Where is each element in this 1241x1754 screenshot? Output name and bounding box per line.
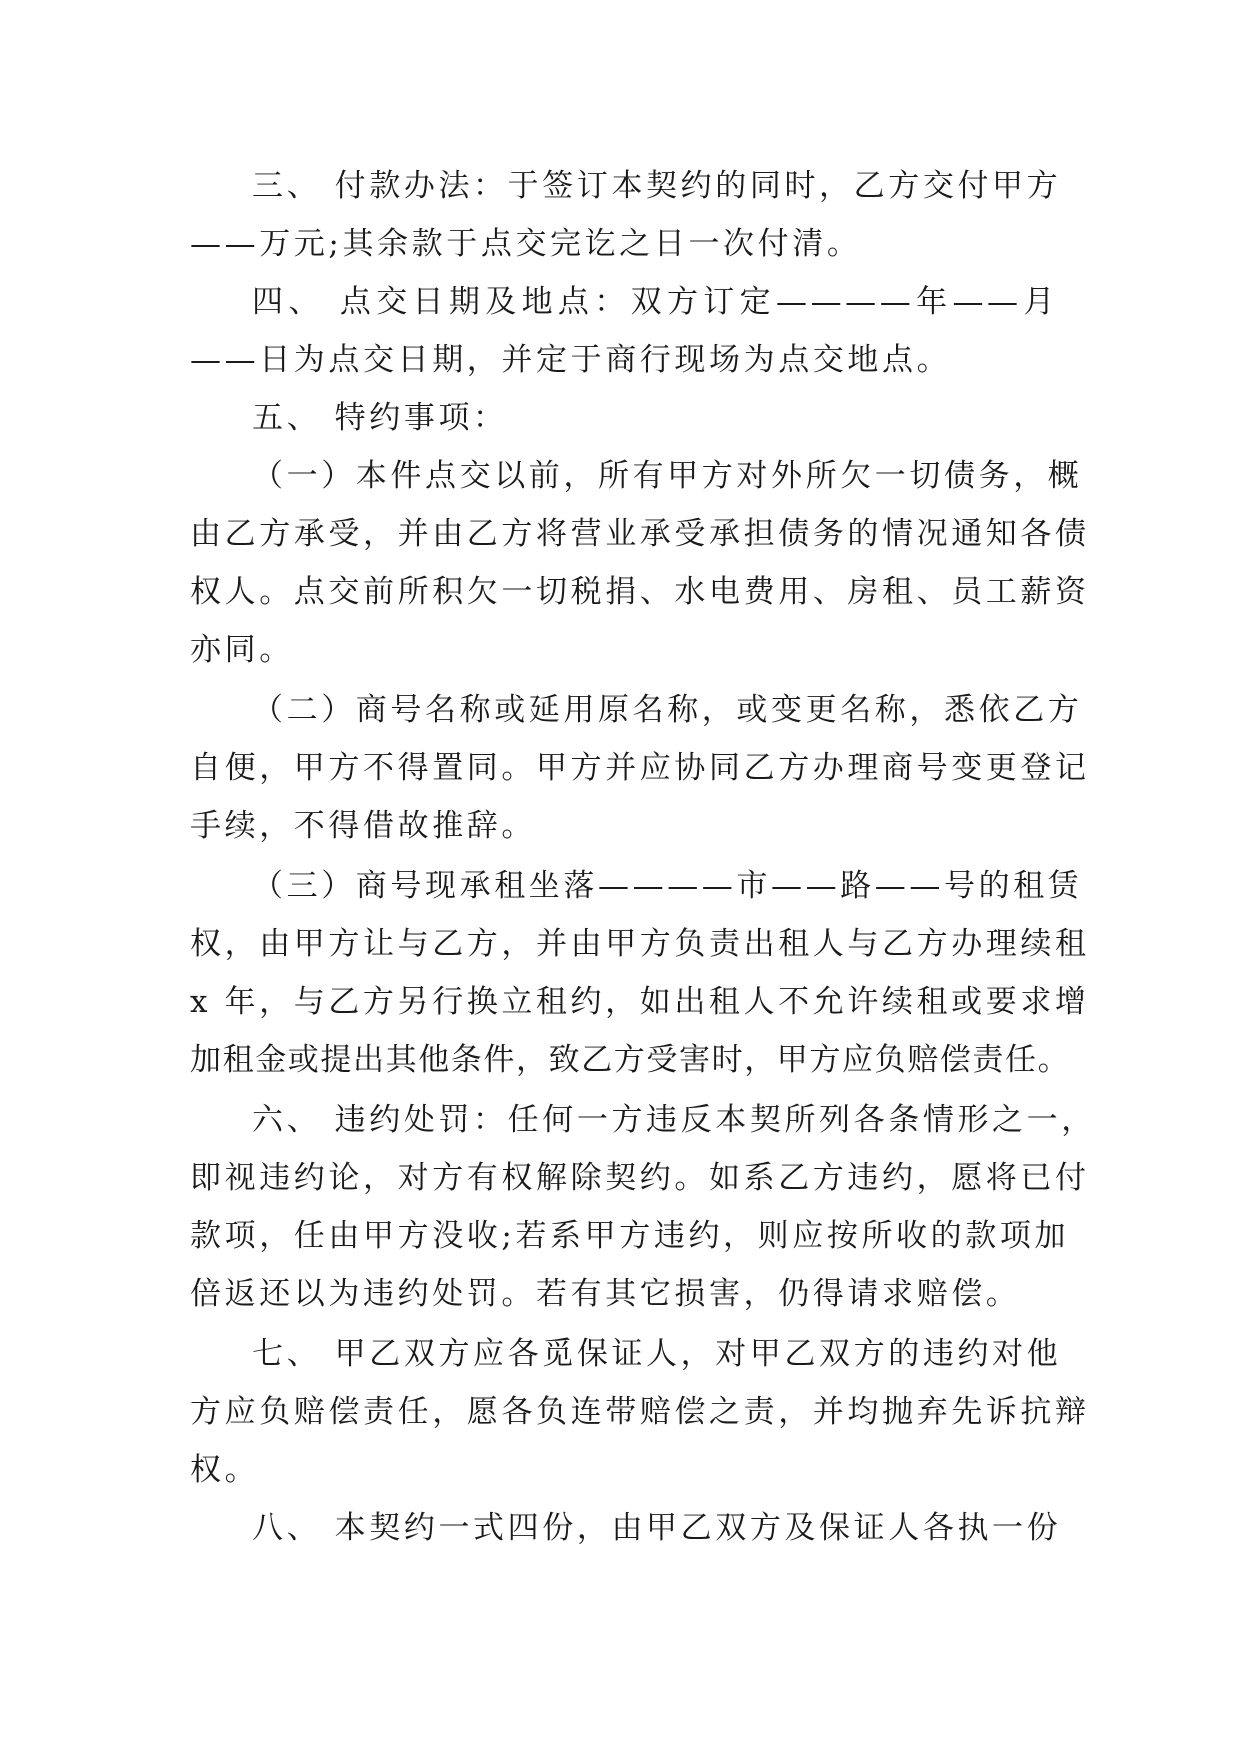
clause-6-line-1: 六、 违约处罚：任何一方违反本契所列各条情形之一， <box>252 1102 1096 1138</box>
clause-6-line-2: 即视违约论，对方有权解除契约。如系乙方违约，愿将已付 <box>190 1160 1090 1196</box>
clause-7-line-3: 权。 <box>190 1452 260 1488</box>
item-2-line-1: （二）商号名称或延用原名称，或变更名称，悉依乙方 <box>252 692 1083 728</box>
item-3-line-4: 加租金或提出其他条件，致乙方受害时，甲方应负赔偿责任。 <box>190 1042 1071 1078</box>
clause-5-heading: 五、 特约事项： <box>252 400 508 436</box>
clause-4-line-1: 四、 点交日期及地点：双方订定————年——月 <box>252 284 1058 320</box>
clause-6-line-4: 倍返还以为违约处罚。若有其它损害，仍得请求赔偿。 <box>190 1276 1021 1312</box>
item-3-line-1: （三）商号现承租坐落————市——路——号的租赁 <box>252 868 1083 904</box>
clause-7-line-2: 方应负赔偿责任，愿各负连带赔偿之责，并均抛弃先诉抗辩 <box>190 1394 1090 1430</box>
clause-3-line-1: 三、 付款办法：于签订本契约的同时，乙方交付甲方 <box>252 168 1062 204</box>
item-1-line-3: 权人。点交前所积欠一切税捐、水电费用、房租、员工薪资 <box>190 574 1090 610</box>
item-1-line-2: 由乙方承受，并由乙方将营业承受承担债务的情况通知各债 <box>190 516 1090 552</box>
item-1-line-1: （一）本件点交以前，所有甲方对外所欠一切债务，概 <box>252 458 1083 494</box>
item-3-line-3: x 年，与乙方另行换立租约，如出租人不允许续租或要求增 <box>190 984 1090 1020</box>
clause-8-line-1: 八、 本契约一式四份，由甲乙双方及保证人各执一份 <box>252 1510 1062 1546</box>
item-2-line-3: 手续，不得借故推辞。 <box>190 808 536 844</box>
clause-3-line-2: ——万元;其余款于点交完讫之日一次付清。 <box>190 226 862 262</box>
item-3-line-2: 权，由甲方让与乙方，并由甲方负责出租人与乙方办理续租 <box>190 926 1090 962</box>
item-2-line-2: 自便，甲方不得置同。甲方并应协同乙方办理商号变更登记 <box>190 750 1090 786</box>
clause-4-line-2: ——日为点交日期，并定于商行现场为点交地点。 <box>190 342 952 378</box>
item-1-line-4: 亦同。 <box>190 632 294 668</box>
clause-6-line-3: 款项，任由甲方没收;若系甲方违约，则应按所收的款项加 <box>190 1218 1070 1254</box>
clause-7-line-1: 七、 甲乙双方应各觅保证人，对甲乙双方的违约对他 <box>252 1336 1062 1372</box>
